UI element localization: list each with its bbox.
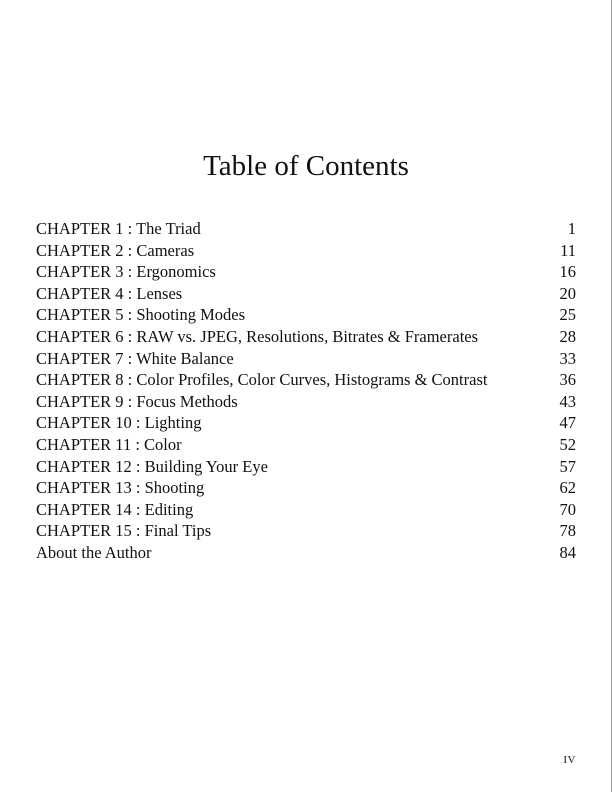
toc-entry-page: 43 — [559, 391, 576, 411]
toc-entry-label: CHAPTER 14 : Editing — [36, 499, 194, 519]
toc-entry-label: CHAPTER 4 : Lenses — [36, 283, 183, 303]
toc-entry-label: CHAPTER 13 : Shooting — [36, 478, 205, 498]
toc-entry-page: 25 — [559, 305, 576, 325]
toc-entry-page: 84 — [559, 542, 576, 562]
toc-entry-label: CHAPTER 1 : The Triad — [36, 219, 201, 238]
toc-entry — [36, 326, 576, 348]
toc-entry-label: CHAPTER 3 : Ergonomics — [36, 262, 216, 282]
toc-entry-page: 70 — [559, 499, 576, 519]
toc-entry-page: 28 — [559, 326, 576, 346]
toc-entry-page: 20 — [559, 283, 576, 303]
toc-entry-page: 16 — [559, 262, 576, 282]
toc-entry-label: CHAPTER 11 : Color — [36, 434, 182, 454]
toc-entry-label: CHAPTER 12 : Building Your Eye — [36, 456, 268, 476]
page-title: Table of Contents — [203, 150, 409, 182]
toc-entry — [36, 456, 576, 478]
toc-entry-label: About the Author — [36, 542, 152, 562]
toc-entry-label: CHAPTER 8 : Color Profiles, Color Curves, Histograms & Contrast — [36, 370, 488, 390]
toc-entry-label: CHAPTER 9 : Focus Methods — [36, 391, 238, 411]
toc-entry-label: CHAPTER 2 : Cameras — [36, 240, 195, 260]
toc-entry-label: CHAPTER 6 : RAW vs. JPEG, Resolutions, Bitrates & Framerates — [36, 326, 479, 346]
toc-entry-label: CHAPTER 15 : Final Tips — [36, 521, 212, 541]
toc-entry-page: 52 — [559, 434, 576, 454]
toc-entry — [36, 542, 576, 564]
toc-entry-label: CHAPTER 7 : White Balance — [36, 348, 234, 368]
toc-entry — [36, 369, 576, 391]
toc-entry-page: 62 — [559, 478, 576, 498]
toc-entry-page: 47 — [559, 413, 576, 433]
toc-entry — [36, 391, 576, 413]
page-number: IV — [563, 754, 576, 766]
toc-entry — [36, 348, 576, 370]
toc-entry — [36, 261, 576, 283]
toc-entry — [36, 434, 576, 456]
toc-entry-label: CHAPTER 10 : Lighting — [36, 413, 202, 433]
toc-entry — [36, 412, 576, 434]
toc-entry — [36, 477, 576, 499]
toc-entry-page: 33 — [559, 348, 576, 368]
toc-entry — [36, 240, 576, 262]
toc-entry-page: 1 — [567, 219, 576, 238]
toc-entry-page: 11 — [560, 240, 576, 260]
toc-entry-page: 57 — [559, 456, 576, 476]
toc-entry-page: 78 — [559, 521, 576, 541]
table-of-contents — [36, 218, 576, 564]
toc-entry-label: CHAPTER 5 : Shooting Modes — [36, 305, 246, 325]
toc-entry — [36, 304, 576, 326]
toc-entry — [36, 499, 576, 521]
toc-entry-page: 36 — [559, 370, 576, 390]
toc-entry — [36, 520, 576, 542]
toc-entry — [36, 283, 576, 305]
toc-entry — [36, 218, 576, 240]
